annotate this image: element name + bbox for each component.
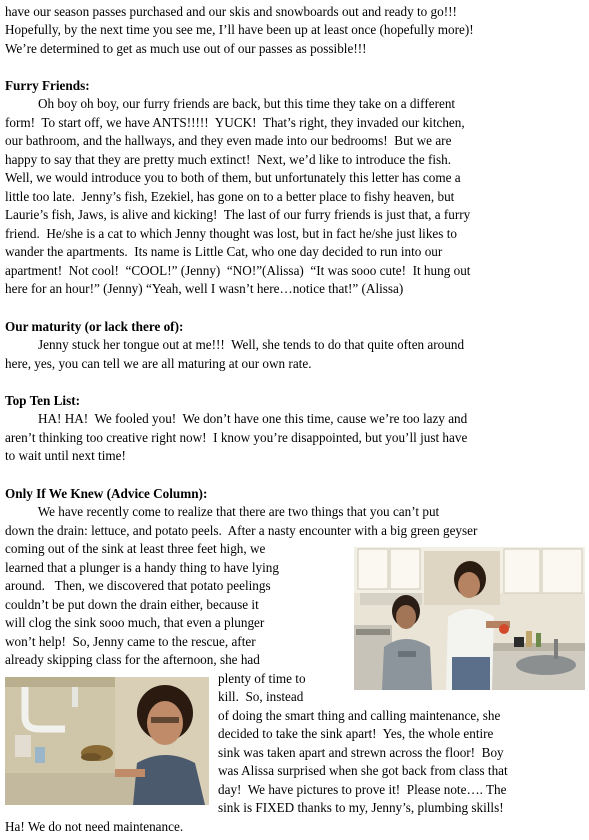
- furry-line: Laurie’s fish, Jaws, is alive and kicking! The last of our furry friends is just that, a furry: [5, 207, 471, 222]
- advice-line: will clog the sink sooo much, that even a plunger: [5, 615, 265, 630]
- furry-line: our bathroom, and the hallways, and they even made into our bedrooms! But we are: [5, 133, 452, 148]
- furry-line: Well, we would introduce you to both of them, but unfortunately this letter has come a: [5, 170, 461, 185]
- advice-line: kill. So, instead: [218, 689, 304, 704]
- advice-line: learned that a plunger is a handy thing to have lying: [5, 560, 279, 575]
- advice-heading: Only If We Knew (Advice Column):: [5, 486, 208, 501]
- advice-line: down the drain: lettuce, and potato peels. After a nasty encounter with a big green geyser: [5, 523, 478, 538]
- advice-line: already skipping class for the afternoon, she had: [5, 652, 260, 667]
- maturity-line: Jenny stuck her tongue out at me!!! Well, she tends to do that quite often around: [5, 337, 465, 352]
- intro-line-3: We’re determined to get as much use out of our passes as possible!!!: [5, 41, 367, 56]
- advice-line: couldn’t be put down the drain either, because it: [5, 597, 259, 612]
- advice-line: sink is FIXED thanks to my, Jenny’s, plumbing skills!: [218, 800, 504, 815]
- top-ten-line: HA! HA! We fooled you! We don’t have one this time, cause we’re too lazy and: [5, 411, 468, 426]
- advice-line: decided to take the sink apart! Yes, the whole entire: [218, 726, 494, 741]
- advice-line: plenty of time to: [218, 671, 306, 686]
- furry-line: little too late. Jenny’s fish, Ezekiel, has gone on to a better place to fishy heaven, but: [5, 189, 455, 204]
- furry-line: here for an hour!” (Jenny) “Yeah, well I wasn’t here…notice that!” (Alissa): [5, 281, 404, 296]
- intro-line-2: Hopefully, by the next time you see me, I’ll have been up at least once (hopefully more)!: [5, 22, 474, 37]
- advice-line: We have recently come to realize that there are two things that you can’t put: [5, 504, 440, 519]
- furry-friends-heading: Furry Friends:: [5, 78, 90, 93]
- advice-line: Ha! We do not need maintenance.: [5, 819, 184, 834]
- maturity-heading: Our maturity (or lack there of):: [5, 319, 184, 334]
- furry-line: happy to say that they are pretty much extinct! Next, we’d like to introduce the fish.: [5, 152, 452, 167]
- sink-repair-photo: [5, 677, 209, 805]
- top-ten-heading: Top Ten List:: [5, 393, 81, 408]
- advice-line: won’t help! So, Jenny came to the rescue, after: [5, 634, 256, 649]
- top-ten-line: to wait until next time!: [5, 448, 126, 463]
- advice-line: around. Then, we discovered that potato peelings: [5, 578, 271, 593]
- intro-line-1: have our season passes purchased and our skis and snowboards out and ready to go!!!: [5, 4, 457, 19]
- maturity-line: here, yes, you can tell we are all maturing at our own rate.: [5, 356, 312, 371]
- kitchen-photo: [354, 547, 585, 690]
- advice-line: of doing the smart thing and calling maintenance, she: [218, 708, 501, 723]
- top-ten-line: aren’t thinking too creative right now! I know you’re disappointed, but you’ll just have: [5, 430, 468, 445]
- advice-line: was Alissa surprised when she got back from class that: [218, 763, 508, 778]
- furry-line: Oh boy oh boy, our furry friends are back, but this time they take on a different: [5, 96, 456, 111]
- advice-line: coming out of the sink at least three feet high, we: [5, 541, 266, 556]
- furry-line: friend. He/she is a cat to which Jenny thought was lost, but in fact he/she just likes to: [5, 226, 457, 241]
- furry-line: apartment! Not cool! “COOL!” (Jenny) “NO!”(Alissa) “It was sooo cute! It hung out: [5, 263, 471, 278]
- advice-line: day! We have pictures to prove it! Please note…. The: [218, 782, 507, 797]
- furry-line: wander the apartments. Its name is Little Cat, who one day decided to run into our: [5, 244, 443, 259]
- advice-line: sink was taken apart and strewn across the floor! Boy: [218, 745, 504, 760]
- furry-line: form! To start off, we have ANTS!!!!! YUCK! That’s right, they invaded our kitchen,: [5, 115, 465, 130]
